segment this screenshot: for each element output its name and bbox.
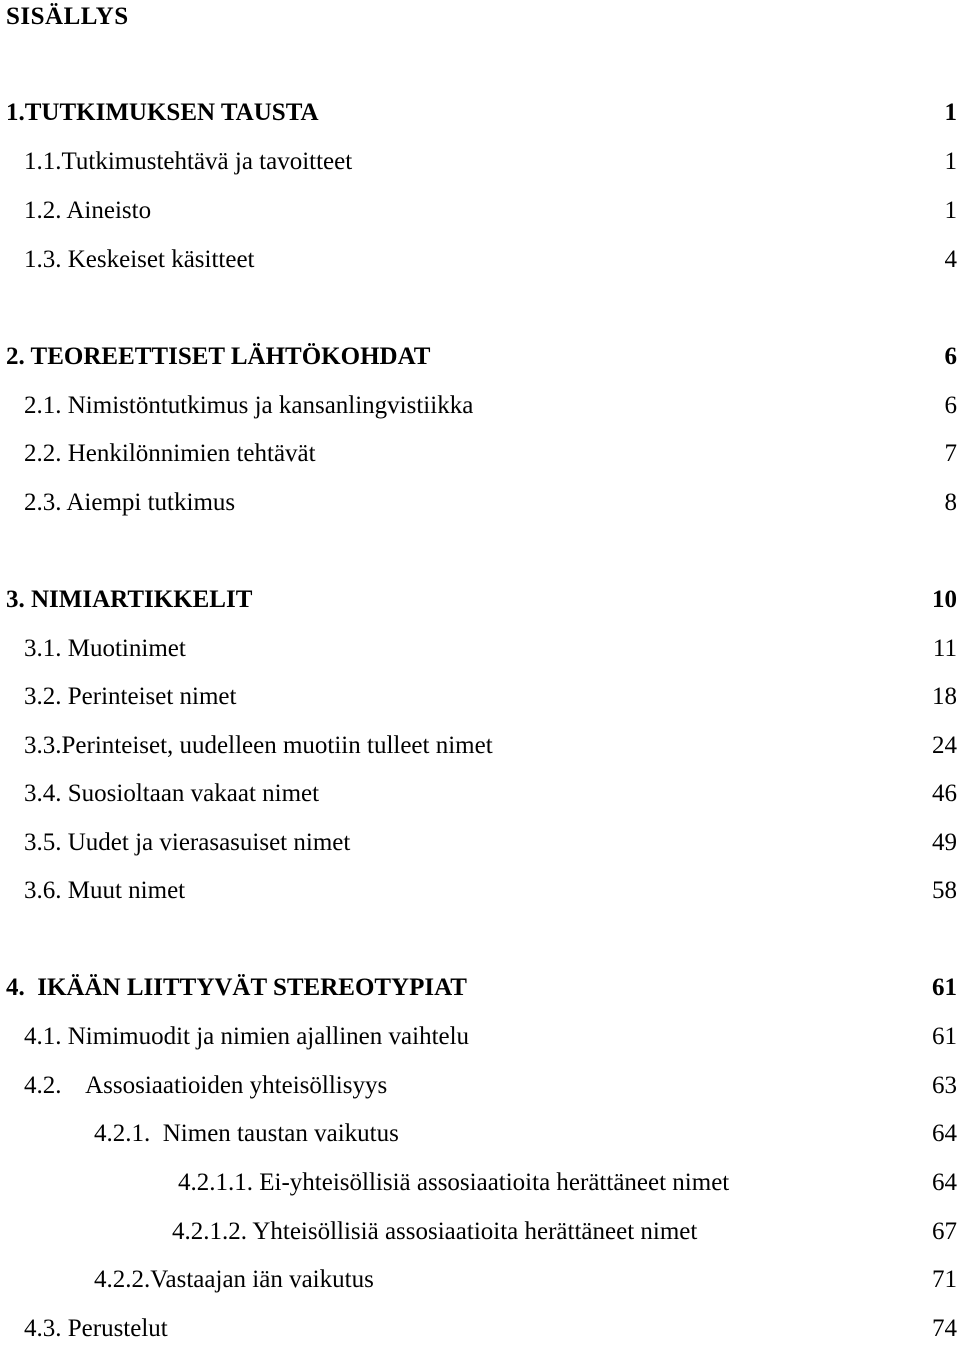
toc-entry-label: 3.6. Muut nimet [24,877,186,904]
toc-page-number: 18 [932,683,957,710]
toc-entry-row [0,680,960,714]
toc-entry-label: 4.3. Perustelut [24,1315,168,1342]
toc-page-number: 1 [944,148,957,175]
toc-entry-label: 4.1. Nimimuodit ja nimien ajallinen vaihtelu [24,1023,470,1050]
toc-entry-row [0,486,960,520]
toc-entry-row [0,729,960,763]
toc-entry-row [0,437,960,471]
toc-entry-row [0,1215,960,1249]
toc-page-number: 64 [932,1120,957,1147]
toc-entry-label: 1.1.Tutkimustehtävä ja tavoitteet [24,148,353,175]
toc-entry-row [0,1117,960,1151]
toc-page-number: 58 [932,877,957,904]
toc-page-number: 4 [944,246,957,273]
toc-entry-label: 1.3. Keskeiset käsitteet [24,246,255,273]
toc-page-number: 67 [932,1218,957,1245]
toc-entry-label: 4.2. Assosiaatioiden yhteisöllisyys [24,1072,388,1099]
toc-entry-row [0,243,960,277]
toc-entry-label: 1.TUTKIMUKSEN TAUSTA [6,99,319,126]
toc-entry-row [0,1263,960,1297]
toc-entry-row [0,145,960,179]
toc-entry-label: 3. NIMIARTIKKELIT [6,586,253,613]
toc-entry-label: 3.1. Muotinimet [24,635,186,662]
toc-page-number: 8 [944,489,957,516]
toc-entry-row [0,1312,960,1346]
toc-page-number: 6 [944,343,957,370]
toc-entry-row [0,632,960,666]
toc-entry-label: 4.2.2.Vastaajan iän vaikutus [94,1266,374,1293]
toc-entry-label: 3.4. Suosioltaan vakaat nimet [24,780,320,807]
page-title: SISÄLLYS [6,3,129,30]
toc-entry-row [0,1020,960,1054]
toc-page-number: 61 [932,974,957,1001]
toc-entry-label: 2.2. Henkilönnimien tehtävät [24,440,316,467]
toc-page-number: 11 [932,635,957,662]
toc-entry-label: 2.3. Aiempi tutkimus [24,489,236,516]
toc-entry-label: 2. TEOREETTISET LÄHTÖKOHDAT [6,343,431,370]
toc-page-number: 7 [944,440,957,467]
toc-chapter-row [0,583,960,617]
toc-page-number: 1 [944,197,957,224]
toc-page-number: 63 [932,1072,957,1099]
toc-entry-row [0,389,960,423]
toc-chapter-row [0,340,960,374]
toc-page-number: 46 [932,780,957,807]
toc-entry-row [0,194,960,228]
toc-page-number: 49 [932,829,957,856]
toc-entry-label: 3.3.Perinteiset, uudelleen muotiin tulleet nimet [24,732,493,759]
toc-entry-row [0,1166,960,1200]
toc-chapter-row [0,971,960,1005]
toc-entry-label: 3.5. Uudet ja vierasasuiset nimet [24,829,351,856]
toc-page-number: 6 [944,392,957,419]
toc-entry-label: 2.1. Nimistöntutkimus ja kansanlingvistiikka [24,392,474,419]
toc-page-number: 71 [932,1266,957,1293]
toc-page-number: 1 [944,99,957,126]
toc-entry-label: 1.2. Aineisto [24,197,152,224]
toc-page-number: 10 [932,586,957,613]
toc-page-number: 64 [932,1169,957,1196]
toc-entry-row [0,1069,960,1103]
toc-chapter-row [0,96,960,130]
toc-entry-label: 4.2.1.1. Ei-yhteisöllisiä assosiaatioita herättäneet nimet [178,1169,730,1196]
toc-entry-label: 4.2.1. Nimen taustan vaikutus [94,1120,399,1147]
toc-entry-row [0,874,960,908]
toc-entry-label: 3.2. Perinteiset nimet [24,683,237,710]
toc-entry-row [0,826,960,860]
toc-page-number: 61 [932,1023,957,1050]
toc-entry-label: 4.2.1.2. Yhteisöllisiä assosiaatioita herättäneet nimet [172,1218,698,1245]
toc-entry-label: 4. IKÄÄN LIITTYVÄT STEREOTYPIAT [6,974,467,1001]
toc-entry-row [0,777,960,811]
toc-page-number: 24 [932,732,957,759]
toc-page-number: 74 [932,1315,957,1342]
